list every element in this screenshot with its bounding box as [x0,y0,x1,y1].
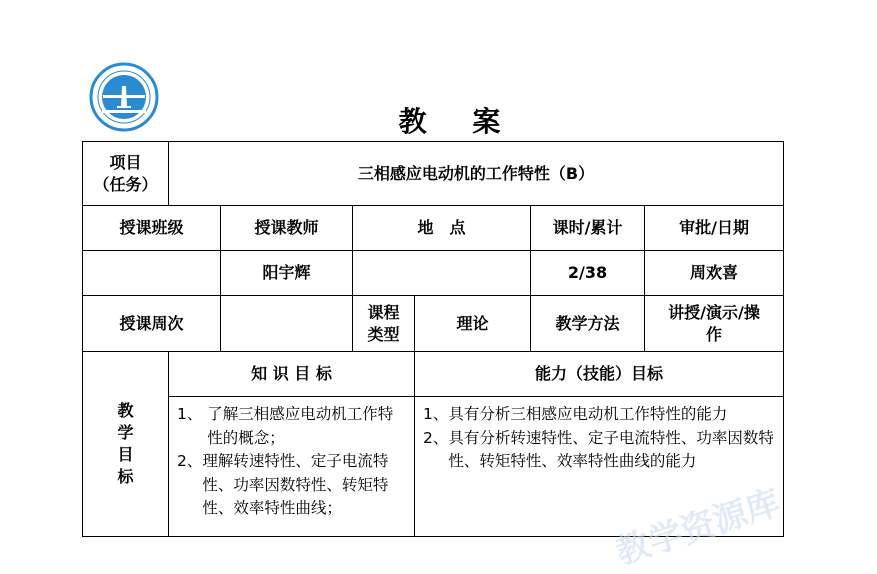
goals-side-char-4: 标 [117,467,134,486]
knowledge-goal-item [177,450,408,521]
info-value-row [83,251,784,296]
method-label: 教学方法 [531,296,645,352]
goals-side-char-2: 学 [117,423,134,442]
value-approval: 周欢喜 [645,251,784,296]
method-value-cell [645,296,784,352]
header-approval: 审批/日期 [645,206,784,251]
knowledge-goal-item [177,403,408,450]
knowledge-goal-number: 1、 [177,405,208,423]
method-value-line1: 讲授/演示/操 [668,302,760,322]
course-type-value: 理论 [415,296,531,352]
info-header-row [83,206,784,251]
header-location: 地 点 [353,206,531,251]
ability-goal-item [423,403,777,427]
ability-goal-number: 2、 [423,428,449,447]
value-teacher: 阳宇辉 [221,251,353,296]
course-type-label-cell [353,296,415,352]
goals-side-char-1: 教 [117,401,134,420]
lesson-plan-table [82,141,784,537]
header-class: 授课班级 [83,206,221,251]
goals-side-char-3: 目 [117,445,134,464]
project-label-line1: 项目 [109,152,142,172]
knowledge-goal-number: 2、 [177,452,203,470]
document-title: 教 案 [398,105,519,138]
knowledge-goal-text: 理解转速特性、定子电流特性、功率因数特性、转矩特性、效率特性曲线； [202,452,389,517]
ability-goals-list [415,397,784,537]
goals-header-row [83,352,784,397]
header-hours: 课时/累计 [531,206,645,251]
knowledge-goals-list [169,397,415,537]
ability-goal-text: 具有分析三相感应电动机工作特性的能力 [448,405,728,423]
value-hours: 2/38 [531,251,645,296]
value-class [83,251,221,296]
goals-side-label [83,352,169,537]
project-label-cell [83,142,169,206]
knowledge-goals-header: 知 识 目 标 [169,352,415,397]
ability-goal-text: 具有分析转速特性、定子电流特性、功率因数特性、转矩特性、效率特性曲线的能力 [448,428,774,470]
value-location [353,251,531,296]
watermark: 教学资源库 [611,482,786,574]
goals-content-row [83,397,784,537]
ability-goal-number: 1、 [423,405,449,423]
ability-goals-header: 能力（技能）目标 [415,352,784,397]
ability-goal-item [423,427,777,474]
task-name: 三相感应电动机的工作特性（B） [169,142,784,206]
course-type-label-line2: 类型 [367,324,400,344]
method-value-line2: 作 [706,324,723,344]
week-value [221,296,353,352]
project-row [83,142,784,206]
project-label-line2: （任务） [93,174,158,194]
course-type-label-line1: 课程 [367,302,400,322]
header-teacher: 授课教师 [221,206,353,251]
week-label: 授课周次 [83,296,221,352]
knowledge-goal-text: 了解三相感应电动机工作特性的概念； [207,405,394,447]
week-row [83,296,784,352]
